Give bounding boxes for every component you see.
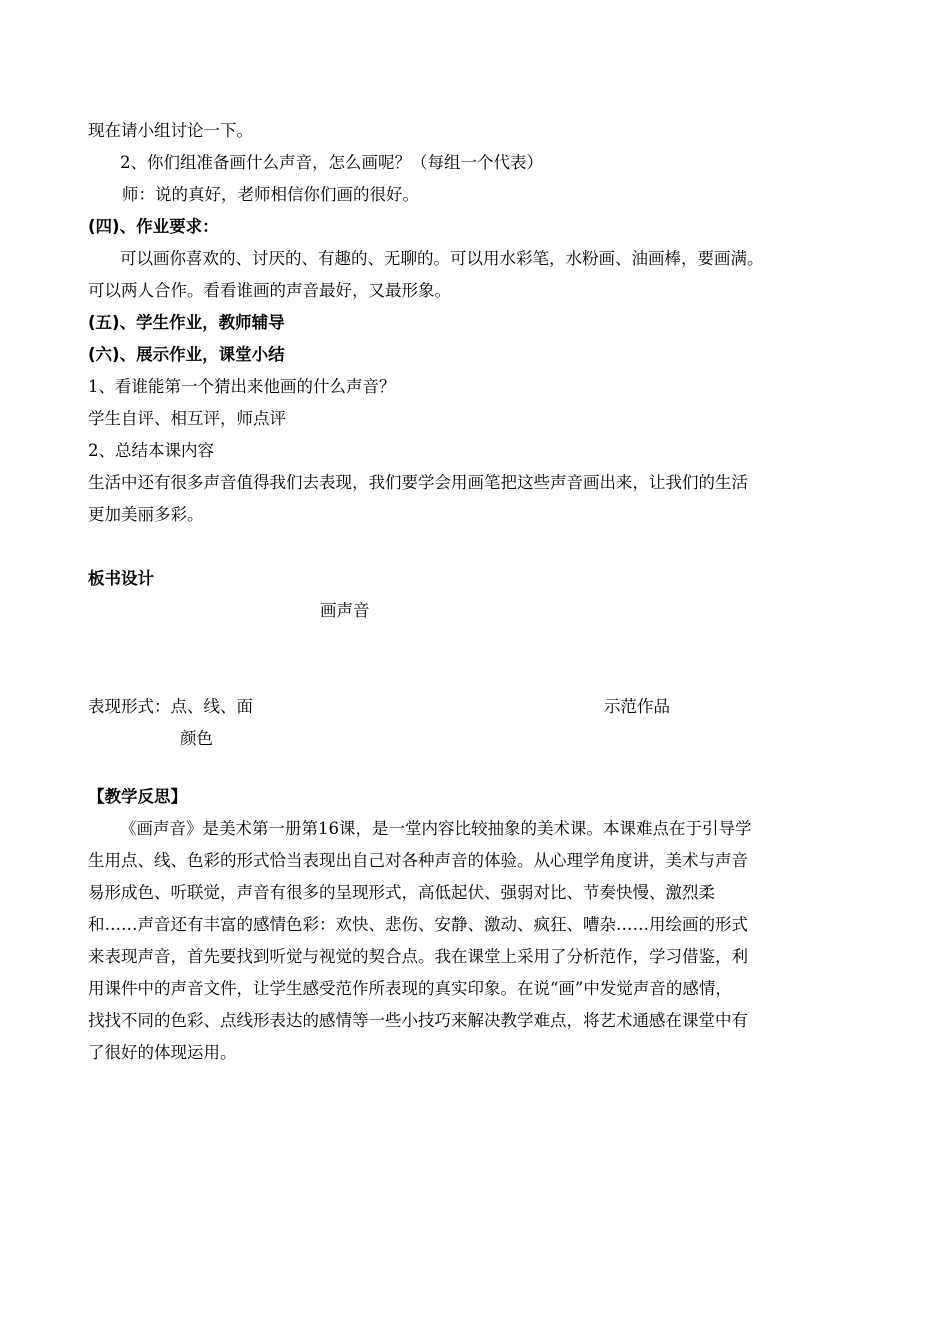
reflection-heading: 【教学反思】	[88, 787, 187, 806]
board-color: 颜色	[180, 729, 213, 748]
summary-item-2: 2、总结本课内容	[88, 441, 214, 460]
board-forms: 表现形式：点、线、面	[88, 697, 253, 716]
question-2: 2、你们组准备画什么声音，怎么画呢？（每组一个代表）	[120, 153, 543, 172]
teacher-comment: 师：说的真好，老师相信你们画的很好。	[122, 185, 419, 204]
section-4-heading: (四)、作业要求：	[88, 217, 219, 236]
reflection-line: 易形成色、听联觉，声音有很多的呈现形式，高低起伏、强弱对比、节奏快慢、激烈柔	[88, 883, 715, 902]
discuss-line: 现在请小组讨论一下。	[88, 121, 253, 140]
reflection-line: 了很好的体现运用。	[88, 1043, 237, 1062]
reflection-line: 《画声音》是美术第一册第16课，是一堂内容比较抽象的美术课。本课难点在于引导学	[120, 819, 752, 838]
reflection-line: 来表现声音，首先要找到听觉与视觉的契合点。我在课堂上采用了分析范作，学习借鉴，利	[88, 947, 748, 966]
reflection-line: 用课件中的声音文件，让学生感受范作所表现的真实印象。在说“画”中发觉声音的感情，	[88, 979, 732, 998]
reflection-line: 生用点、线、色彩的形式恰当表现出自己对各种声音的体验。从心理学角度讲，美术与声音	[88, 851, 748, 870]
evaluation-line: 学生自评、相互评，师点评	[88, 409, 286, 428]
board-design-heading: 板书设计	[88, 569, 154, 588]
summary-text-line-2: 更加美丽多彩。	[88, 505, 204, 524]
summary-text-line-1: 生活中还有很多声音值得我们去表现，我们要学会用画笔把这些声音画出来，让我们的生活	[88, 473, 748, 492]
section-6-heading: (六)、展示作业，课堂小结	[88, 345, 285, 364]
section-5-heading: (五)、学生作业，教师辅导	[88, 313, 285, 332]
board-title: 画声音	[320, 601, 370, 620]
homework-line-1: 可以画你喜欢的、讨厌的、有趣的、无聊的。可以用水彩笔，水粉画、油画棒，要画满。	[120, 249, 764, 268]
summary-item-1: 1、看谁能第一个猜出来他画的什么声音？	[88, 377, 396, 396]
board-sample-work: 示范作品	[604, 697, 670, 716]
reflection-line: 找找不同的色彩、点线形表达的感情等一些小技巧来解决教学难点，将艺术通感在课堂中有	[88, 1011, 748, 1030]
reflection-line: 和……声音还有丰富的感情色彩：欢快、悲伤、安静、激动、疯狂、嘈杂……用绘画的形式	[88, 915, 748, 934]
homework-line-2: 可以两人合作。看看谁画的声音最好，又最形象。	[88, 281, 451, 300]
